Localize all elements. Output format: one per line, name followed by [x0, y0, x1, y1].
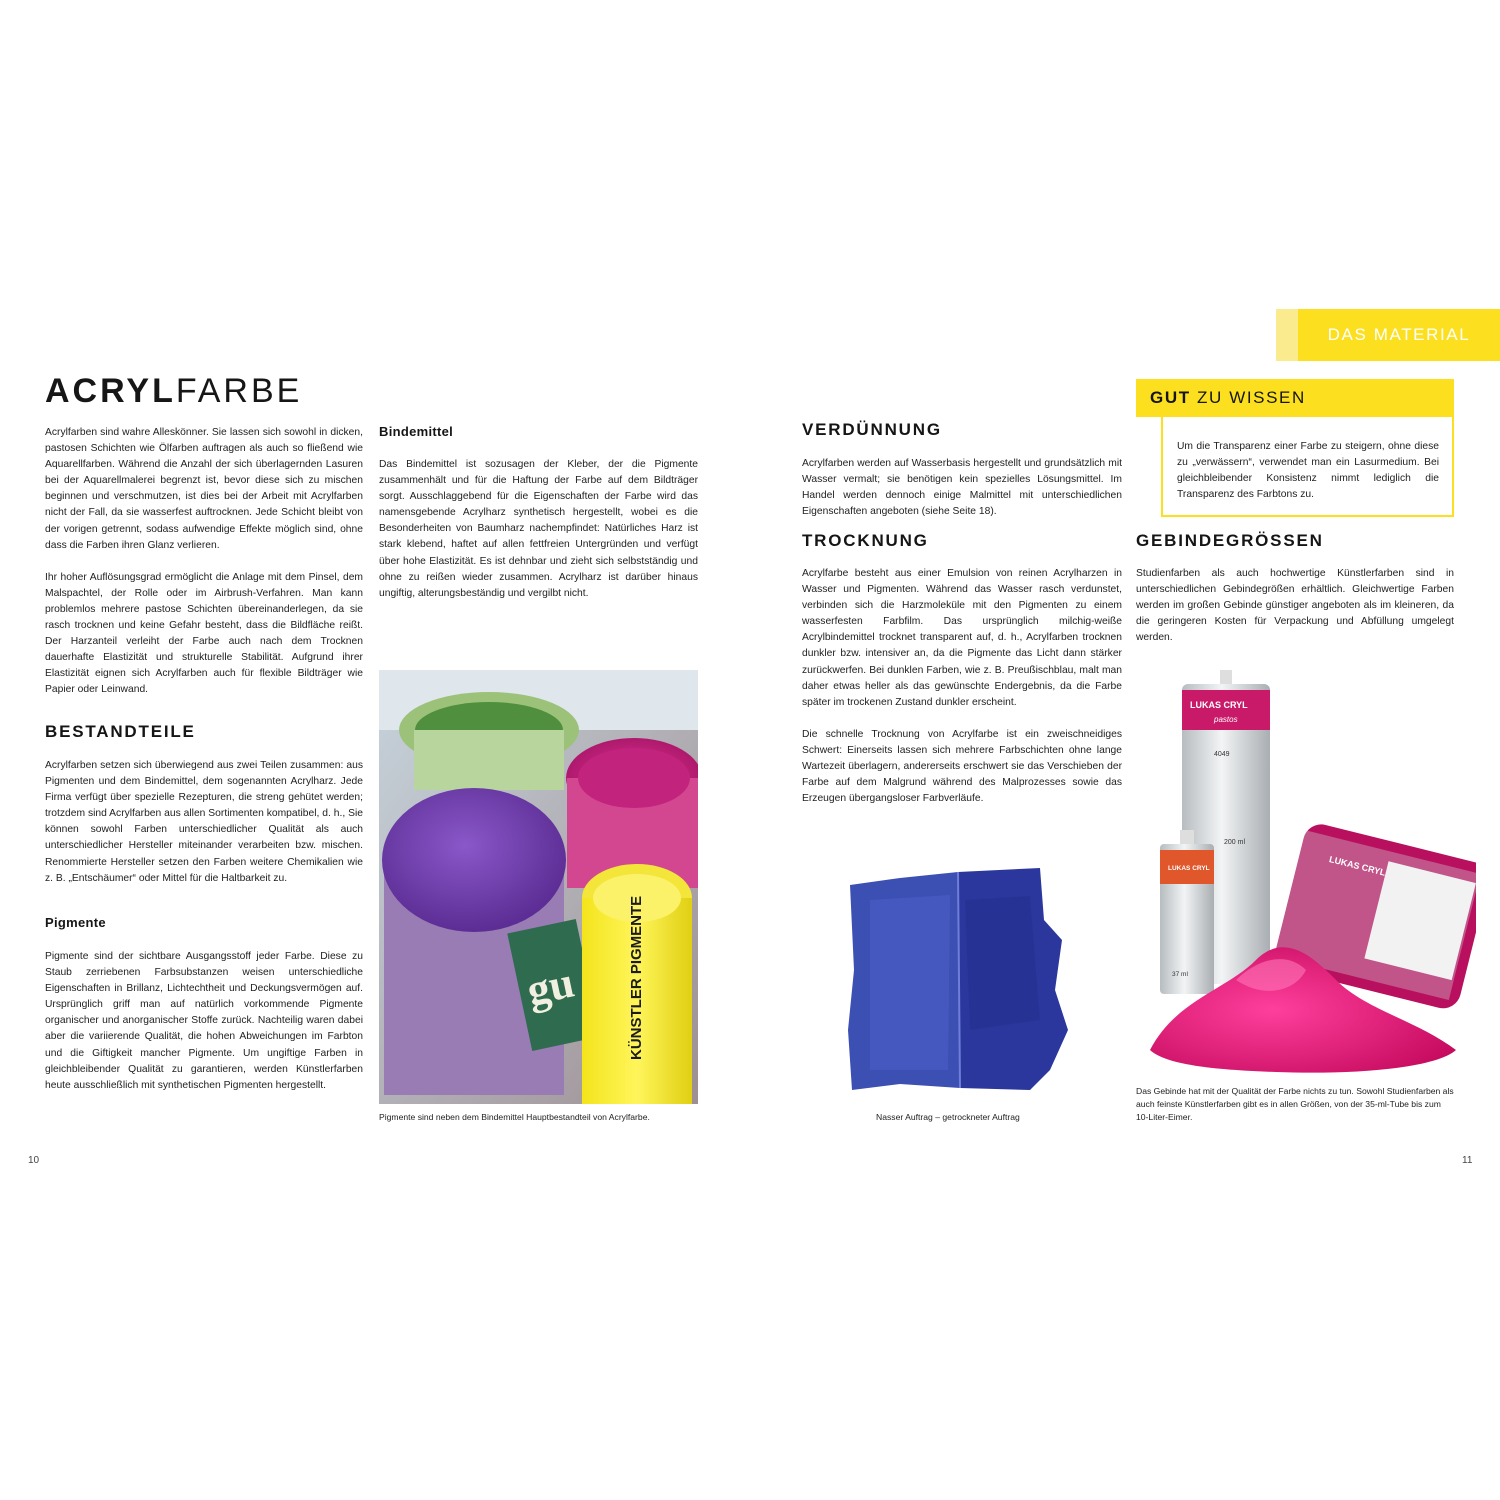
swatch-caption: Nasser Auftrag – getrockneter Auftrag [876, 1112, 1020, 1122]
page-number-left: 10 [28, 1155, 40, 1166]
heading-bindemittel: Bindemittel [379, 424, 454, 439]
info-box-header [1136, 379, 1454, 417]
tube-brand: LUKAS CRYL [1190, 700, 1248, 710]
bestandteile-text: Acrylfarben setzen sich überwiegend aus zwei Teilen zusammen: aus Pigmenten und dem Bindemittel, dem sogenannten Acrylharz. Jede Firma verfügt über spezielle Rezepturen, die streng gehütet werden; trotzdem sind Acrylfarben aus allen Sortimenten kompatibel, d. h., Sie können sowohl Farben unterschiedlicher Qualität als auch unterschiedlicher Hersteller miteinander verarbeiten bzw. mischen. Renommierte Hersteller setzen den Farben weitere Chemikalien wie z. B. „Entschäumer“ oder Mittel für die Haltbarkeit zu. [45, 760, 363, 884]
title-bold: ACRYL [45, 372, 176, 410]
jar-brand: LUKAS CRYL [1328, 854, 1387, 878]
paint-swatch [840, 860, 1080, 1100]
info-title-light: ZU WISSEN [1190, 388, 1306, 407]
tube-volume: 200 ml [1224, 839, 1246, 846]
small-tube-volume: 37 ml [1172, 971, 1188, 978]
pigments-caption: Pigmente sind neben dem Bindemittel Hauptbestandteil von Acrylfarbe. [379, 1112, 650, 1122]
intro-paragraph-2: Ihr hoher Auflösungsgrad ermöglicht die Anlage mit dem Pinsel, dem Malspachtel, der Rolle oder im Airbrush-Verfahren. Man kann problemlos mehrere pastose Schichten übereinanderlegen, da sie rasch trocknen und keine Gefahr besteht, dass die Bildfläche reißt. Der Harzanteil verleiht der Farbe auch nach dem Trocknen dauerhafte Elastizität und strukturelle Stabilität. Aufgrund ihrer Elastizität eignen sich Acrylfarben auch für flexible Bildträger wie Papier oder Leinwand. [45, 571, 363, 696]
trocknung-paragraph-1: Acrylfarbe besteht aus einer Emulsion von reinen Acrylharzen in Wasser und Pigmenten. Während das Wasser rasch verdunstet, verbinden sich die Harzmoleküle mit den Pigmenten zu einem wasserfesten Farbfilm. Das ursprünglich milchig-weiße Acrylbindemittel trocknet transparent auf, d. h., Acrylfarben trocknen dunkler bzw. intensiver an, da die Pigmente das Licht dann stärker zurückwerfen. Bei dunklen Farben, wie z. B. Preußischblau, malt man daher etwas heller als das gewünschte Endergebnis, da die Farbe später im trockenen Zustand dunkler erscheint. [802, 568, 1122, 708]
heading-verduennung: VERDÜNNUNG [802, 420, 942, 439]
tubes-caption: Das Gebinde hat mit der Qualität der Farbe nichts zu tun. Sowohl Studienfarben als auch feinste Künstlerfarben gibt es in allen Größen, von der 35-ml-Tube bis zum 10-Liter-Eimer. [1136, 1086, 1454, 1122]
intro-text [45, 425, 363, 715]
section-tab-label: DAS MATERIAL [1327, 325, 1471, 344]
small-tube-brand: LUKAS CRYL [1168, 865, 1210, 872]
info-title-bold: GUT [1150, 388, 1191, 407]
jar-label-1: gu [522, 957, 579, 1016]
trocknung-text [802, 566, 1122, 823]
gebindegroessen-text: Studienfarben als auch hochwertige Künstlerfarben sind in unterschiedlichen Gebindegrößen erhältlich. Gleichwertige Farben werden im großen Gebinde günstiger angeboten als im kleineren, da die geringeren Kosten für Verpackung und Abfüllung umgelegt werden. [1136, 568, 1454, 644]
tubes-photo [1136, 660, 1476, 1080]
intro-paragraph-1: Acrylfarben sind wahre Alleskönner. Sie lassen sich sowohl in dicken, pastosen Schichten wie Ölfarben auftragen als auch so fließend wie Aquarellfarben. Während die Anzahl der sich überlagernden Lasuren bei der Aquarellmalerei begrenzt ist, bevor diese sich zu mischen beginnen und verschmutzen, ist dies bei der Arbeit mit Acrylfarben nicht der Fall, da sie wasserfest auftrocknen. Jede Schicht bleibt von der vorigen getrennt, sodass aufwendige Effekte möglich sind, ohne dass die Farben ihren Glanz verlieren. [45, 427, 363, 551]
page-title [45, 372, 302, 411]
heading-gebindegroessen: GEBINDEGRÖSSEN [1136, 531, 1324, 550]
page-number-right: 11 [1462, 1155, 1473, 1166]
jar-label-2: KÜNSTLER PIGMENTE [628, 895, 645, 1060]
tube-sub: pastos [1214, 715, 1238, 724]
pigments-photo [379, 670, 698, 1104]
bindemittel-text: Das Bindemittel ist sozusagen der Kleber, der die Pigmente zusammenhält und für die Haftung der Farbe auf dem Bildträger sorgt. Ausschlaggebend für die Eigenschaften der Farbe wird das namensgebende Acrylharz synthetisch hergestellt, wobei es die Besonderheiten von Baumharz nachempfindet: Natürliches Harz ist stark klebend, haftet auf allen fettfreien Untergründen und verfügt über hohe Elastizität. Es ist dehnbar und zieht sich selbstständig und ohne zu reißen wieder zusammen. Acrylharz ist darüber hinaus ungiftig, alterungsbeständig und vergilbt nicht. [379, 459, 698, 599]
trocknung-paragraph-2: Die schnelle Trocknung von Acrylfarbe ist ein zweischneidiges Schwert: Einerseits lassen sich mehrere Farbschichten ohne lange Wartezeit überlagern, andererseits erschwert sie das Verschieben der Farbe auf dem Malgrund während des Malprozesses sowie das Erzeugen übergangsloser Farbverläufe. [802, 728, 1122, 805]
title-light: FARBE [175, 372, 303, 410]
info-box-text: Um die Transparenz einer Farbe zu steigern, ohne diese zu „verwässern“, verwendet man ein Lasurmedium. Bei gleichbleibender Konsistenz nimmt lediglich die Transparenz des Farbtons zu. [1177, 441, 1439, 501]
heading-pigmente: Pigmente [45, 915, 106, 930]
pigmente-text: Pigmente sind der sichtbare Ausgangsstoff jeder Farbe. Diese zu Staub zerriebenen Farbsubstanzen weisen unterschiedliche Eigenschaften in Brillanz, Lichtechtheit und Deckungsvermögen auf. Ursprünglich griff man auf natürlich vorkommende Pigmente organischer und anorganischer Stoffe zurück. Nachteilig waren dabei aber die variierende Qualität, die hohen Abweichungen im Farbton und die Giftigkeit mancher Pigmente. Um ungiftige Farben in gleichbleibender Qualität zu garantieren, werden Künstlerfarben heute ausschließlich mit synthetischen Pigmenten hergestellt. [45, 951, 363, 1091]
heading-trocknung: TROCKNUNG [802, 531, 929, 550]
info-box-title [1150, 379, 1306, 417]
tube-code: 4049 [1214, 751, 1230, 758]
heading-bestandteile: BESTANDTEILE [45, 722, 196, 741]
verduennung-text: Acrylfarben werden auf Wasserbasis hergestellt und grundsätzlich mit Wasser vermalt; sie benötigen kein spezielles Lösungsmittel. Im Handel werden dennoch einige Malmittel mit unterschiedlichen Eigenschaften angeboten (siehe Seite 18). [802, 458, 1122, 518]
